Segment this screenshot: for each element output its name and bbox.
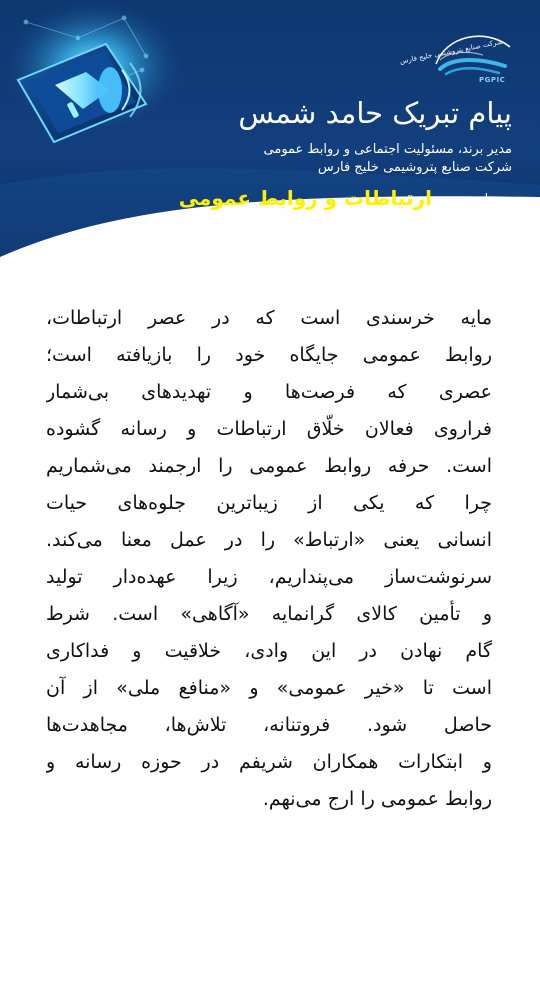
- body-line: چرا که یکی از زیباترین جلوه‌های حیات: [46, 492, 492, 514]
- body-line: روابط عمومی جایگاه خود را بازیافته است؛: [46, 344, 492, 366]
- occasion-line: [179, 183, 512, 213]
- body-line: حاصل شود. فروتنانه، تلاش‌ها، مجاهدت‌ها: [46, 714, 492, 736]
- body-line: است تا «خیر عمومی» و «منافع ملی» از آن: [46, 677, 492, 699]
- body-line: مایه خرسندی است که در عصر ارتباطات،: [46, 307, 492, 329]
- occasion-prefix: به مناسبت روز: [438, 191, 512, 205]
- body-line: و ابتکارات همکاران شریفم در حوزه رسانه و: [46, 751, 492, 773]
- logo-abbreviation: PGPIC: [479, 76, 506, 84]
- body-line: است. حرفه روابط عمومی را ارجمند می‌شماریم: [46, 455, 492, 477]
- subtitle-company: شرکت صنایع پتروشیمی خلیج فارس: [317, 160, 512, 175]
- occasion-highlight: ارتباطات و روابط عمومی: [178, 186, 433, 210]
- body-line: گام نهادن در این وادی، خلاقیت و فداکاری: [46, 640, 492, 662]
- body-line: انسانی یعنی «ارتباط» را در عمل معنا می‌کند.: [46, 529, 492, 551]
- body-line: و تأمین کالای گرانمایه «آگاهی» است. شرط: [46, 603, 492, 625]
- body-line: عصری که فرصت‌ها و تهدیدهای بی‌شمار: [46, 381, 492, 403]
- message-body: [46, 300, 492, 818]
- company-logo: [399, 22, 517, 84]
- body-line: سرنوشت‌ساز می‌پنداریم، زیرا عهده‌دار تولید: [46, 566, 492, 588]
- subtitle-role: مدیر برند، مسئولیت اجتماعی و روابط عمومی: [263, 142, 512, 157]
- logo-text: شرکت صنایع پتروشیمی خلیج فارس: [399, 37, 504, 66]
- header-banner: [0, 0, 540, 270]
- page-title: پیام تبریک حامد شمس: [238, 96, 512, 130]
- body-line: فراروی فعالان خلّاق ارتباطات و رسانه گشوده: [46, 418, 492, 440]
- body-line: روابط عمومی را ارج می‌نهم.: [262, 788, 492, 810]
